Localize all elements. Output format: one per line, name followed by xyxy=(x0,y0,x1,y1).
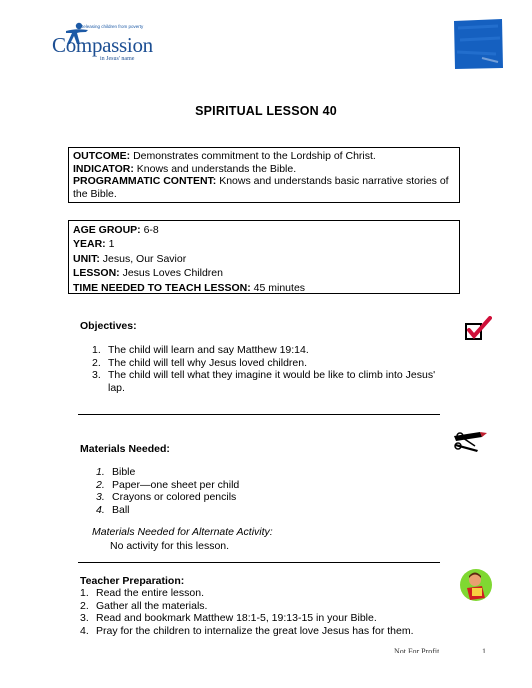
alt-materials-text: No activity for this lesson. xyxy=(110,540,230,552)
divider xyxy=(78,562,440,563)
year-line: YEAR: 1 xyxy=(73,238,115,251)
lesson-line: LESSON: Jesus Loves Children xyxy=(73,267,223,280)
page-number: 1 xyxy=(482,647,486,653)
blue-brush-graphic xyxy=(452,18,504,70)
footer-text: Not For Profit xyxy=(394,647,440,653)
list-item: 1. Read the entire lesson. xyxy=(80,587,204,599)
checkbox-check-icon xyxy=(464,316,492,342)
pencil-scissors-icon xyxy=(450,428,490,454)
logo-tagline: Releasing children from poverty xyxy=(80,24,144,29)
materials-heading: Materials Needed: xyxy=(80,443,170,455)
objectives-list xyxy=(92,344,452,394)
unit-line: UNIT: Jesus, Our Savior xyxy=(73,252,187,265)
lesson-info-box xyxy=(68,220,460,294)
logo-wordmark: Compassion xyxy=(52,33,153,57)
list-item: 4. Pray for the children to internalize the great love Jesus has for them. xyxy=(80,624,414,637)
list-item: 1. Bible xyxy=(96,466,136,478)
teacher-icon xyxy=(458,566,494,604)
alt-materials-heading: Materials Needed for Alternate Activity: xyxy=(92,526,273,538)
indicator-line: INDICATOR: Knows and understands the Bible. xyxy=(73,162,297,175)
content-line: PROGRAMMATIC CONTENT: Knows and understands basic narrative stories of the Bible. xyxy=(73,175,449,200)
list-item: 3. The child will tell what they imagine it would be like to climb into Jesus' lap. xyxy=(92,369,436,394)
time-line: TIME NEEDED TO TEACH LESSON: 45 minutes xyxy=(73,281,306,294)
list-item: 3. Crayons or colored pencils xyxy=(96,491,237,504)
divider xyxy=(78,414,440,415)
prep-heading: Teacher Preparation: xyxy=(80,575,185,587)
list-item: 3. Read and bookmark Matthew 18:1-5, 19:13-15 in your Bible. xyxy=(80,612,377,625)
list-item: 4. Ball xyxy=(96,503,130,516)
list-item: 2. Paper—one sheet per child xyxy=(96,478,240,491)
materials-list xyxy=(96,466,416,516)
objectives-heading: Objectives: xyxy=(80,320,137,332)
outcome-box xyxy=(68,147,460,203)
list-item: 2. Gather all the materials. xyxy=(80,599,208,612)
age-line: AGE GROUP: 6-8 xyxy=(73,224,159,236)
list-item: 1. The child will learn and say Matthew 19:14. xyxy=(92,344,309,356)
logo-subtitle: in Jesus' name xyxy=(100,56,135,62)
outcome-line: OUTCOME: Demonstrates commitment to the Lordship of Christ. xyxy=(73,150,376,162)
list-item: 2. The child will tell why Jesus loved children. xyxy=(92,356,308,369)
prep-list xyxy=(80,587,460,637)
page-title: SPIRITUAL LESSON 40 xyxy=(195,104,337,118)
